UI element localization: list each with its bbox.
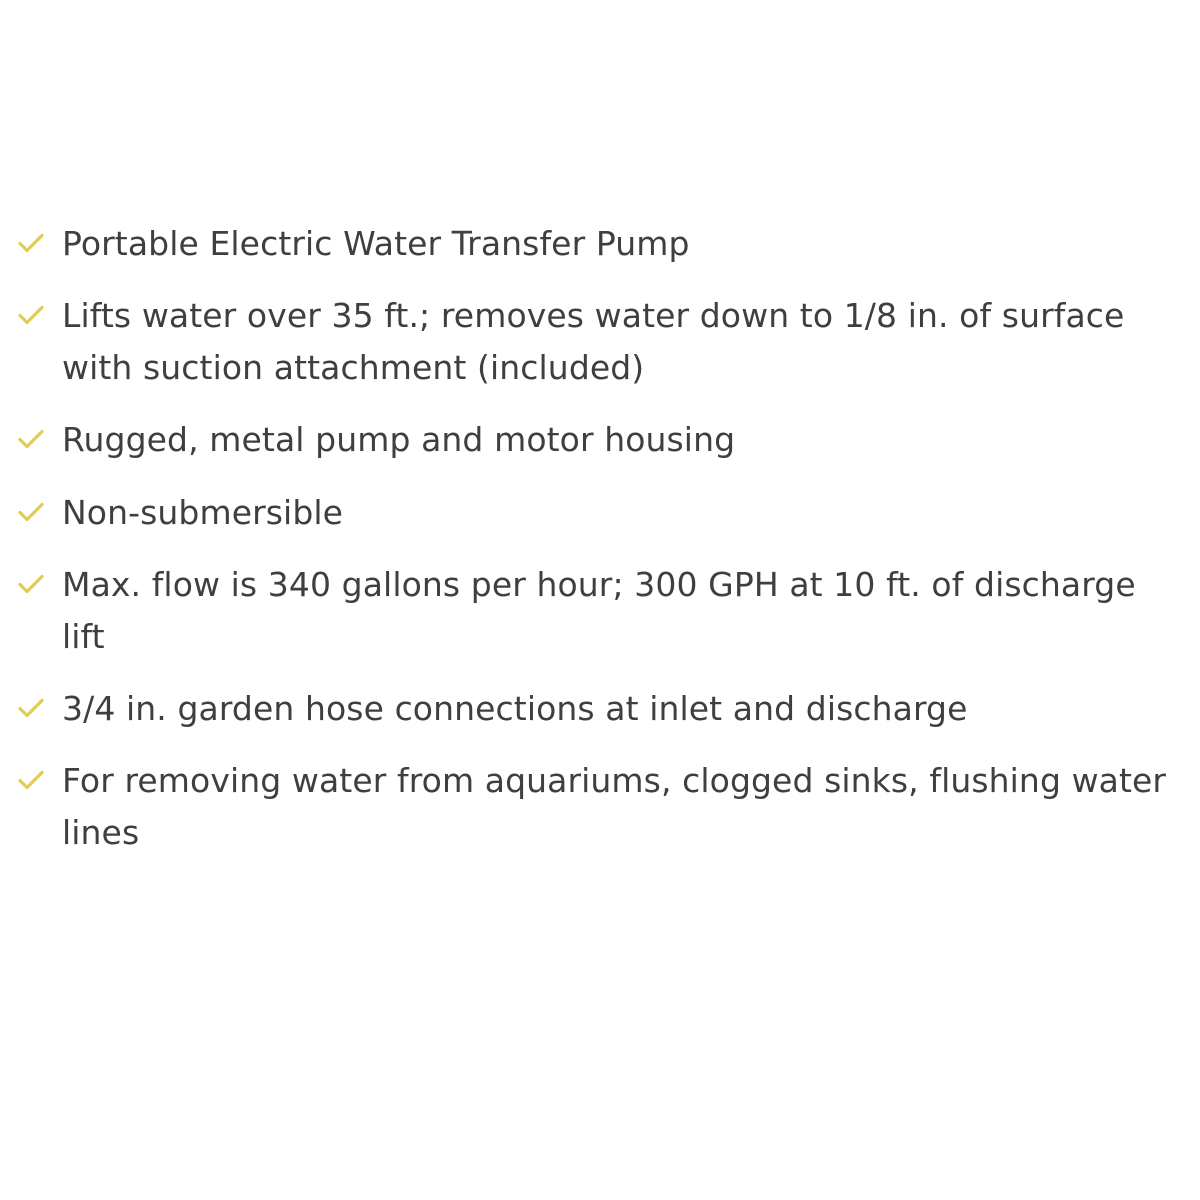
check-icon <box>0 290 62 326</box>
check-icon <box>0 755 62 791</box>
check-icon <box>0 683 62 719</box>
feature-text: Max. flow is 340 gallons per hour; 300 GPH at 10 ft. of discharge lift <box>62 564 1136 656</box>
check-icon <box>0 218 62 254</box>
feature-text: 3/4 in. garden hose connections at inlet and discharge <box>62 688 968 728</box>
list-item <box>0 290 1200 394</box>
feature-text: Non-submersible <box>62 492 344 532</box>
feature-list <box>0 218 1200 879</box>
feature-text: Lifts water over 35 ft.; removes water down to 1/8 in. of surface with suction attachment (included) <box>62 296 1125 388</box>
check-icon <box>0 559 62 595</box>
feature-text: Portable Electric Water Transfer Pump <box>62 224 690 263</box>
list-item <box>0 218 1200 270</box>
list-item <box>0 414 1200 466</box>
feature-text: Rugged, metal pump and motor housing <box>62 420 736 460</box>
feature-text: For removing water from aquariums, clogged sinks, flushing water lines <box>62 761 1167 853</box>
list-item <box>0 755 1200 859</box>
check-icon <box>0 487 62 523</box>
list-item <box>0 559 1200 663</box>
list-item <box>0 487 1200 539</box>
list-item <box>0 683 1200 735</box>
check-icon <box>0 414 62 450</box>
